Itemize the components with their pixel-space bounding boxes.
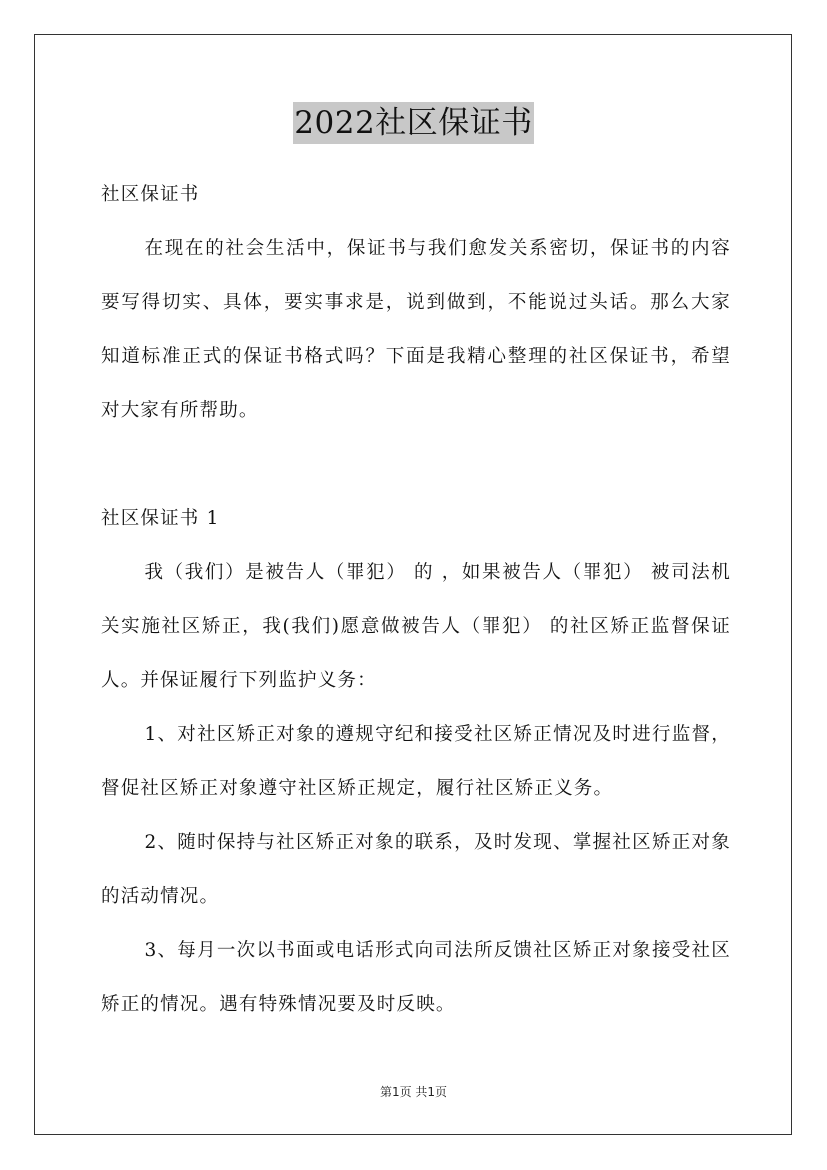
section-heading: 社区保证书 1 xyxy=(101,508,220,529)
title-block xyxy=(0,102,827,144)
paragraph-item-1: 1、对社区矫正对象的遵规守纪和接受社区矫正情况及时进行监督，督促社区矫正对象遵守社区矫正规定，履行社区矫正义务。 xyxy=(101,724,731,799)
paragraph-item-3: 3、每月一次以书面或电话形式向司法所反馈社区矫正对象接受社区矫正的情况。遇有特殊情况要及时反映。 xyxy=(101,940,731,1015)
document-title: 2022社区保证书 xyxy=(293,102,533,144)
page-footer: 第1页 共1页 xyxy=(379,1085,448,1099)
intro-heading: 社区保证书 xyxy=(101,184,200,205)
document-body xyxy=(101,168,731,1032)
paragraph-item-2: 2、随时保持与社区矫正对象的联系，及时发现、掌握社区矫正对象的活动情况。 xyxy=(101,832,731,907)
blank-line xyxy=(101,438,731,492)
intro-paragraph: 在现在的社会生活中，保证书与我们愈发关系密切，保证书的内容要写得切实、具体，要实事求是，说到做到，不能说过头话。那么大家知道标准正式的保证书格式吗？下面是我精心整理的社区保证书，希望对大家有所帮助。 xyxy=(101,238,731,421)
paragraph-guarantee: 我（我们）是被告人（罪犯） 的 ，如果被告人（罪犯） 被司法机关实施社区矫正，我(我们)愿意做被告人（罪犯） 的社区矫正监督保证人。并保证履行下列监护义务： xyxy=(101,562,731,691)
